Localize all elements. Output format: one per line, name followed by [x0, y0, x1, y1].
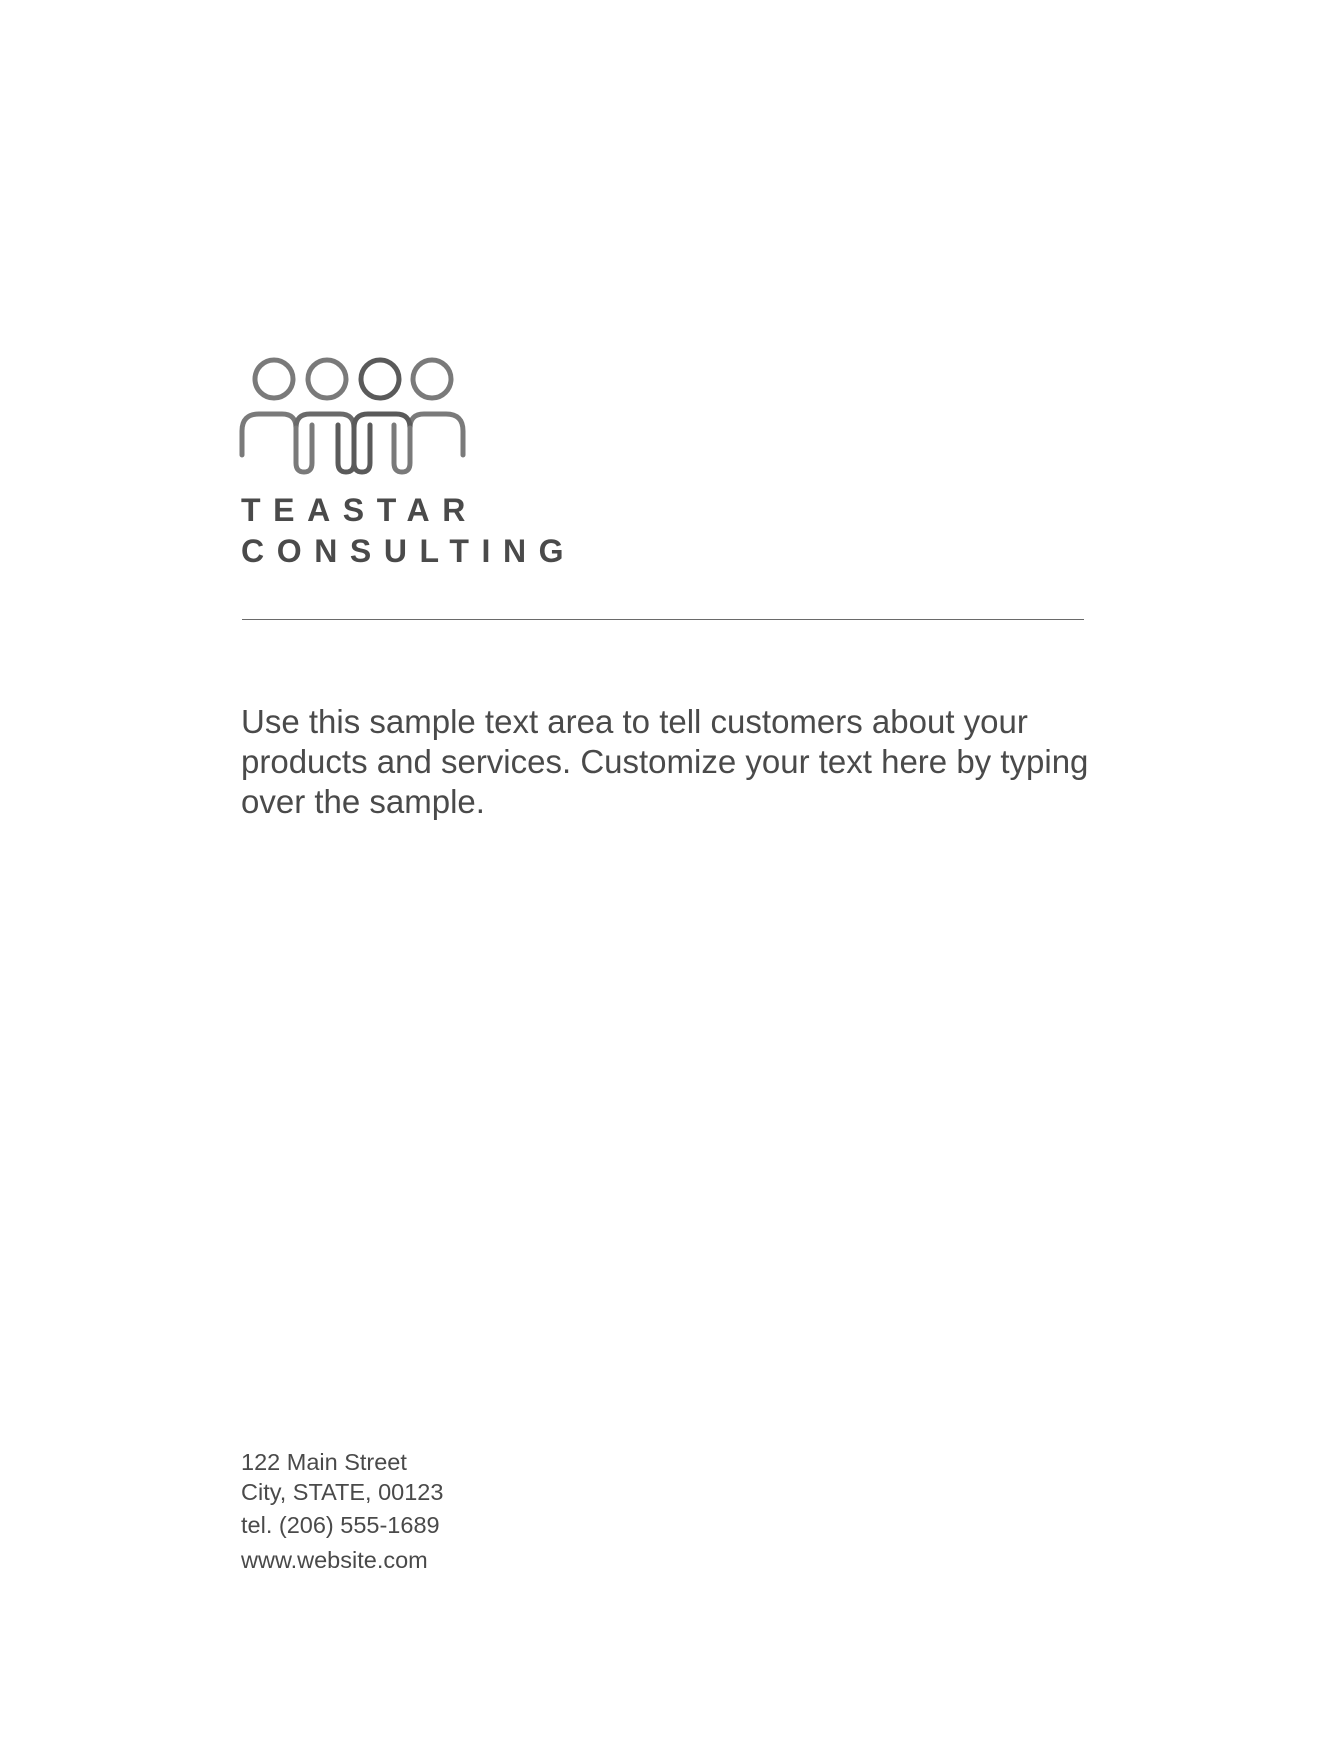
company-name-line2: CONSULTING	[241, 533, 577, 569]
person-body-mid-left	[296, 414, 354, 428]
person-head-4	[413, 360, 451, 398]
four-people-icon	[238, 355, 468, 475]
person-body-right	[410, 414, 463, 455]
person-body-mid-right	[354, 414, 410, 428]
contact-block	[241, 1447, 443, 1575]
city-state-zip: City, STATE, 00123	[241, 1479, 444, 1505]
person-arm-4	[394, 425, 410, 472]
person-body-left	[242, 414, 296, 455]
phone-number: tel. (206) 555-1689	[241, 1512, 440, 1538]
person-head-1	[255, 360, 293, 398]
person-head-2	[308, 360, 346, 398]
intro-text: Use this sample text area to tell customers about your products and services. Customize your text here by typing over the sample.	[241, 703, 1089, 820]
street-address: 122 Main Street	[241, 1449, 407, 1475]
person-arm-1	[296, 425, 312, 472]
person-arm-3	[354, 425, 370, 472]
website-link[interactable]: www.website.com	[241, 1547, 428, 1573]
divider-line	[242, 619, 1084, 620]
company-name-line1: TEASTAR	[241, 492, 478, 528]
person-head-3	[361, 360, 399, 398]
company-name	[241, 490, 576, 572]
